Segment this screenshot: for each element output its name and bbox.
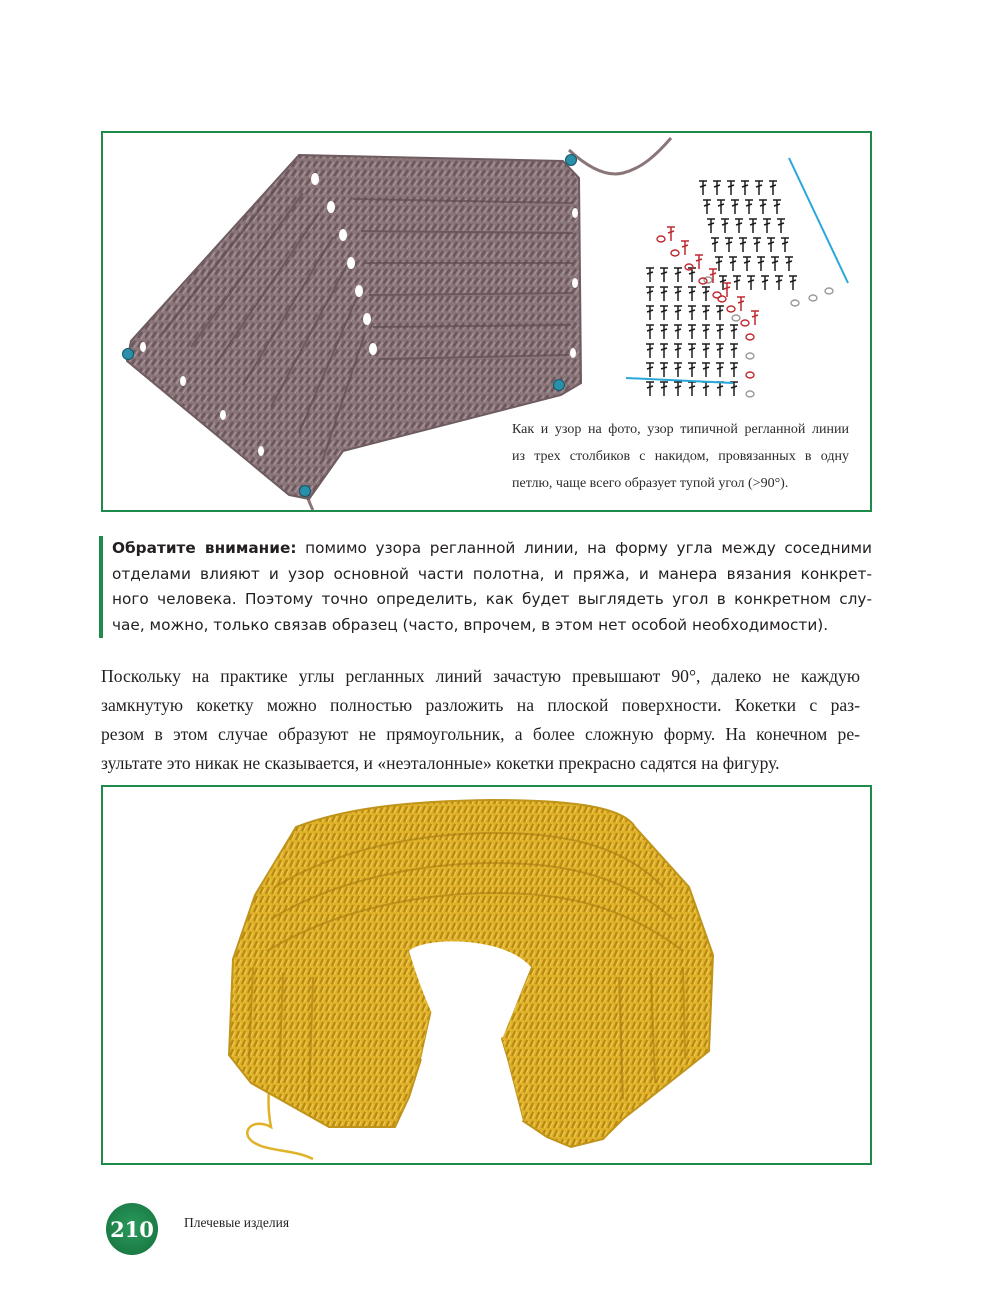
note-text: помимо узора регланной линии, на форму угла между соседними xyxy=(305,539,872,557)
attention-note xyxy=(99,536,872,638)
figure-top-frame xyxy=(101,131,872,512)
figure-bottom-frame xyxy=(101,785,872,1165)
raglan-stitch-chart xyxy=(626,158,848,397)
caption-line: из трех столбиков с накидом, провязанных в одну xyxy=(512,449,849,464)
paragraph-line: замкнутую кокетку можно полностью разложить на плоской поверхности. Кокетки с раз- xyxy=(101,695,860,715)
running-footer-section: Плечевые изделия xyxy=(184,1215,290,1230)
page-number-badge: 210 xyxy=(106,1203,158,1255)
paragraph-line: резом в этом случае образуют не прямоугольник, а более сложную форму. На конечном ре- xyxy=(101,724,860,744)
note-label: Обратите внимание: xyxy=(112,539,297,557)
note-line: ного человека. Поэтому точно определить, как будет выглядеть угол в конкретном слу- xyxy=(112,590,872,609)
yellow-crochet-yoke-illustration xyxy=(103,787,870,1163)
figure-caption xyxy=(512,416,849,497)
paragraph-line: зультате это никак не сказывается, и «неэталонные» кокетки прекрасно садятся на фигуру. xyxy=(101,753,780,773)
caption-line: Как и узор на фото, узор типичной регланной линии xyxy=(512,422,849,437)
body-paragraph xyxy=(101,662,860,778)
note-line: чае, можно, только связав образец (часто, впрочем, в этом нет особой необходимости). xyxy=(112,615,829,634)
paragraph-line: Поскольку на практике углы регланных линий зачастую превышают 90°, далеко не каждую xyxy=(101,666,860,686)
caption-line: петлю, чаще всего образует тупой угол (>90°). xyxy=(512,476,789,491)
note-line: отделами влияют и узор основной части полотна, и пряжа, и манера вязания конкрет- xyxy=(112,564,872,583)
